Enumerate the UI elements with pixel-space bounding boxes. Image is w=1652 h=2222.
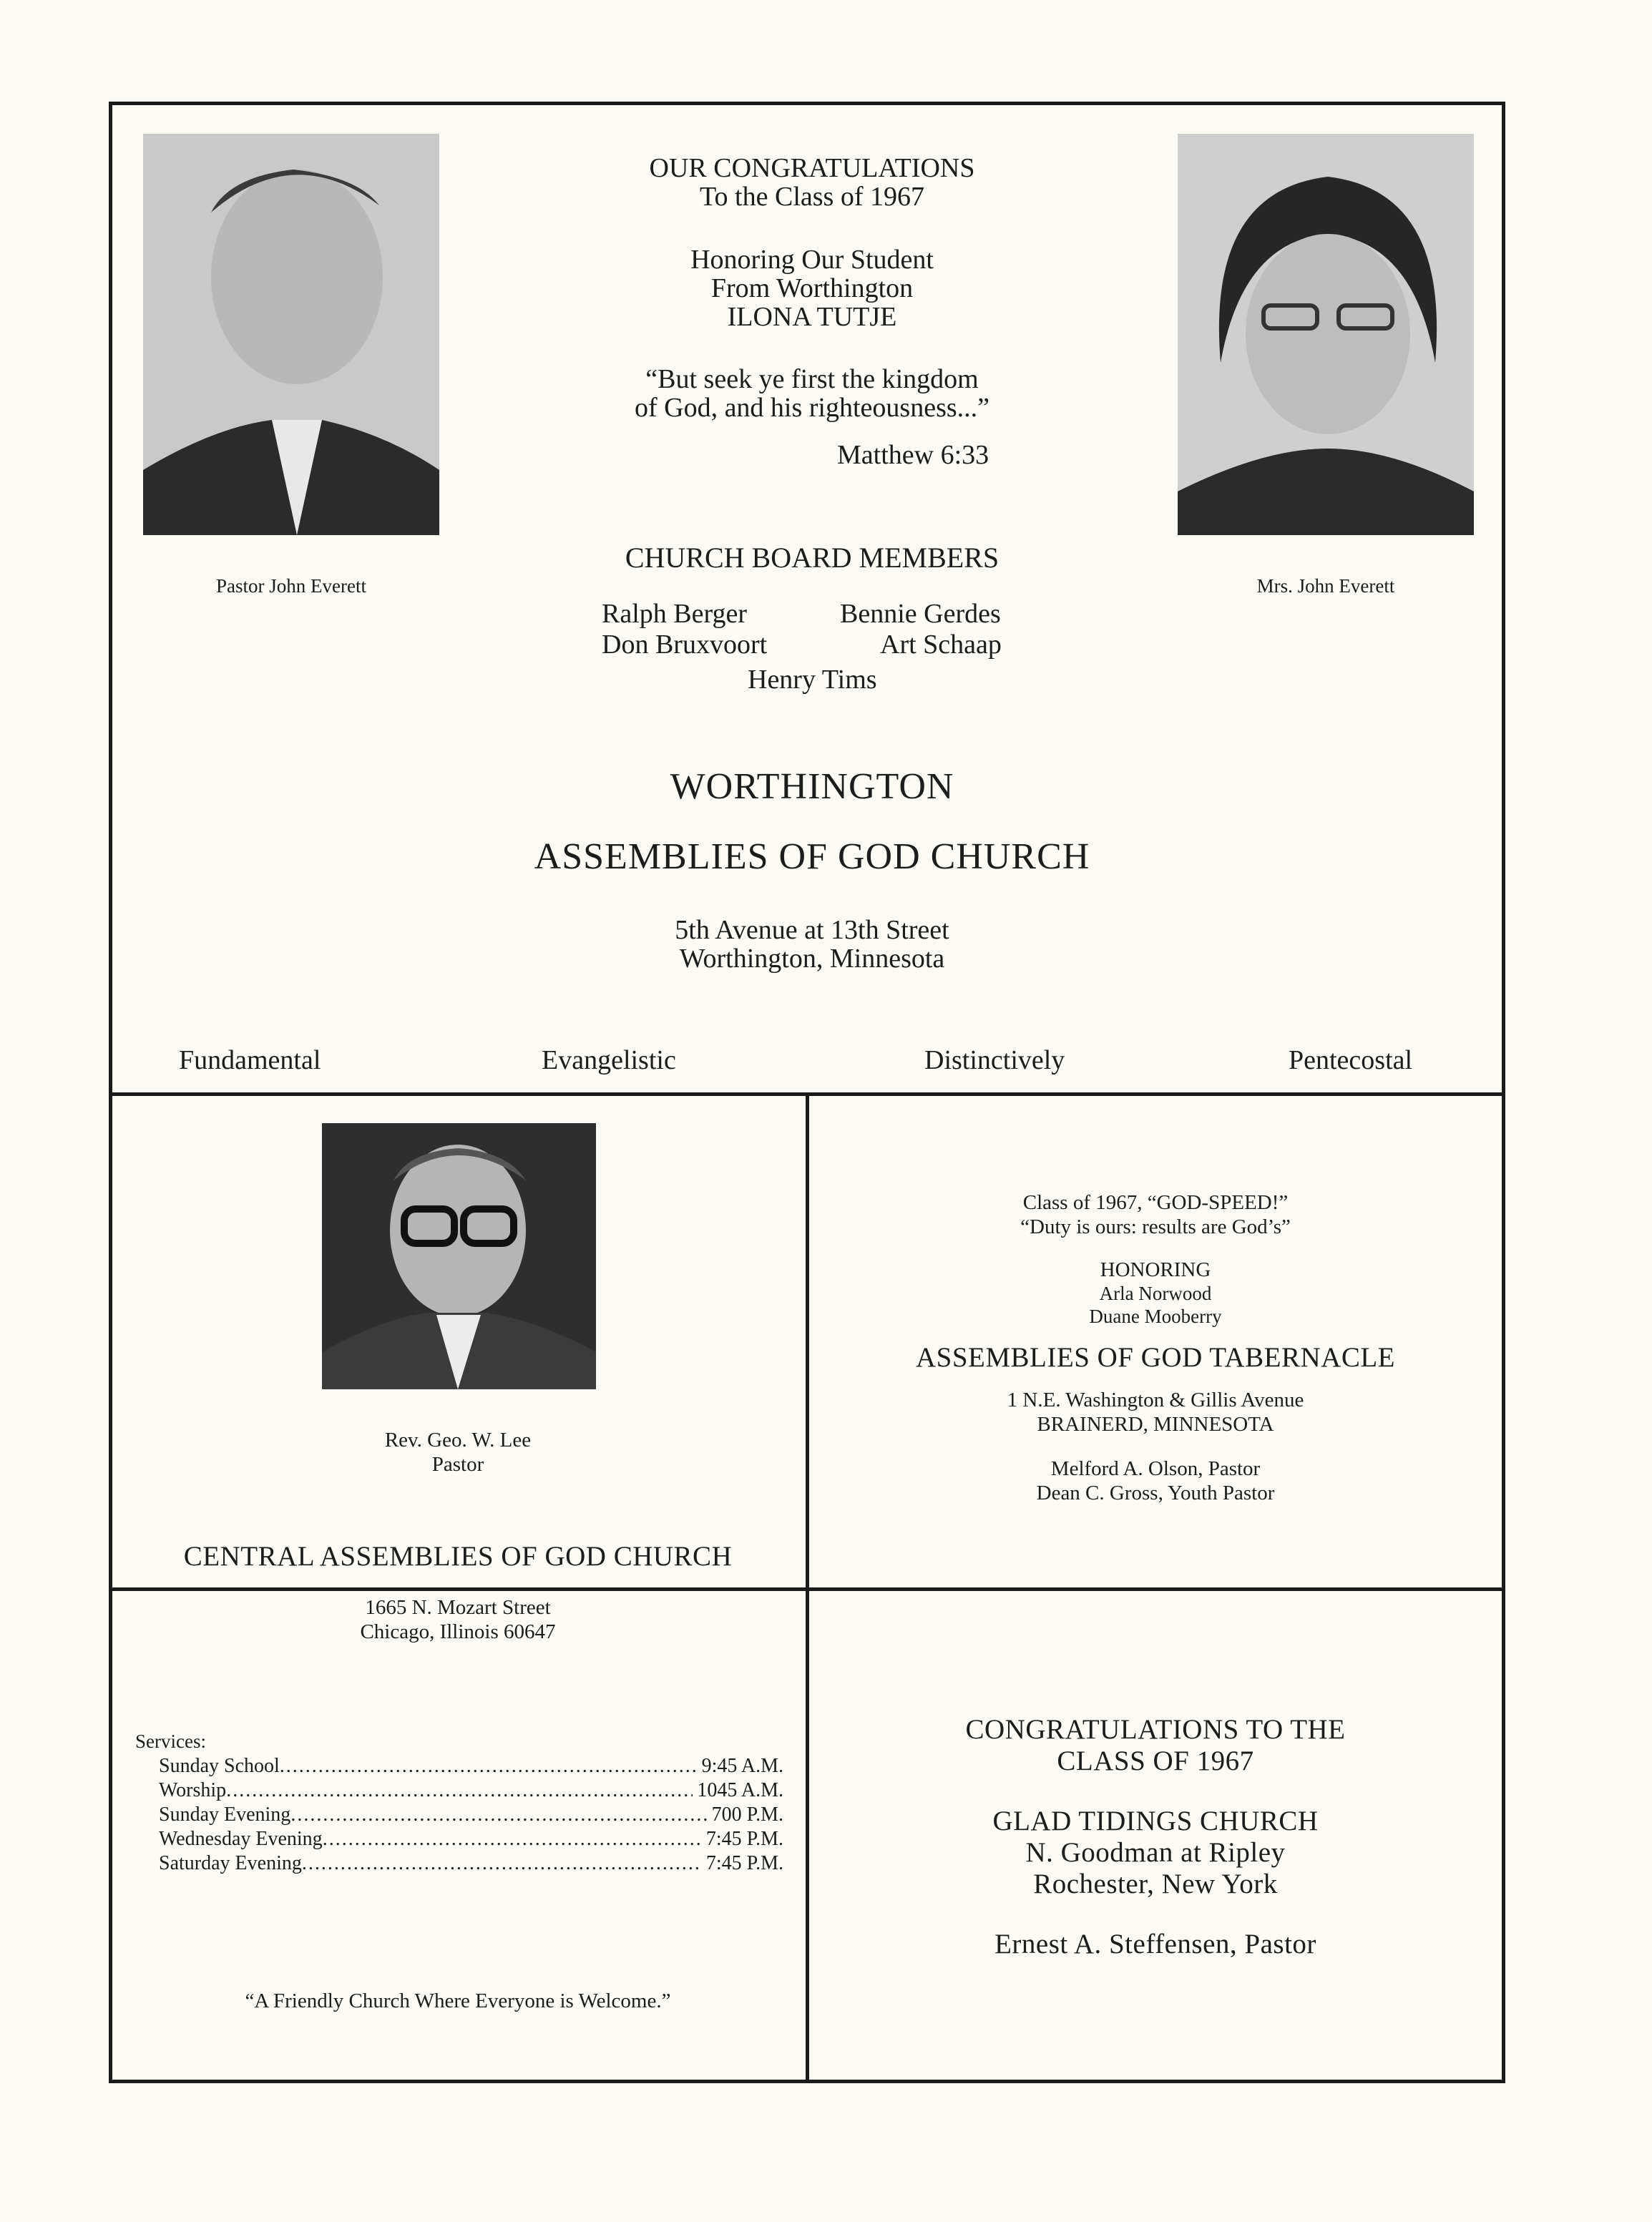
address-line: 1665 N. Mozart Street bbox=[365, 1596, 551, 1619]
board-member: Don Bruxvoort bbox=[602, 630, 768, 660]
brainerd-block bbox=[809, 1190, 1502, 1505]
brainerd-honoring-title: HONORING bbox=[1100, 1258, 1211, 1281]
pastor-john-everett-photo bbox=[143, 134, 439, 535]
greeting-line: To the Class of 1967 bbox=[700, 182, 924, 212]
motto-distinctively: Distinctively bbox=[924, 1045, 1065, 1075]
service-leader-dots bbox=[323, 1827, 702, 1851]
brainerd-line: Class of 1967, “GOD-SPEED!” bbox=[1022, 1191, 1289, 1214]
motto-fundamental: Fundamental bbox=[179, 1045, 321, 1075]
motto-evangelistic: Evangelistic bbox=[542, 1045, 676, 1075]
service-time: 9:45 A.M. bbox=[701, 1755, 783, 1777]
glad-address-line: Rochester, New York bbox=[1033, 1869, 1278, 1899]
honoring-line: Honoring Our Student bbox=[690, 245, 934, 275]
service-row bbox=[159, 1827, 783, 1851]
services-label: Services: bbox=[135, 1731, 206, 1752]
scripture-reference: Matthew 6:33 bbox=[837, 440, 989, 470]
caption-line: Rev. Geo. W. Lee bbox=[384, 1429, 532, 1452]
board-member: Ralph Berger bbox=[602, 599, 747, 629]
glad-pastor: Ernest A. Steffensen, Pastor bbox=[994, 1929, 1316, 1959]
brainerd-address-line: BRAINERD, MINNESOTA bbox=[1037, 1413, 1274, 1436]
glad-congrats-line: CONGRATULATIONS TO THE bbox=[965, 1714, 1346, 1745]
rev-lee-caption bbox=[272, 1428, 644, 1477]
board-member: Bennie Gerdes bbox=[840, 599, 1001, 629]
motto-pentecostal: Pentecostal bbox=[1289, 1045, 1413, 1075]
brainerd-honoree: Duane Mooberry bbox=[1089, 1306, 1222, 1327]
service-time: 7:45 P.M. bbox=[705, 1852, 783, 1874]
church-title-line1: WORTHINGTON bbox=[670, 766, 954, 807]
service-leader-dots bbox=[226, 1778, 693, 1803]
glad-tidings-block bbox=[809, 1714, 1502, 1960]
left-photo-caption: Pastor John Everett bbox=[216, 575, 366, 597]
service-name: Sunday Evening bbox=[159, 1803, 291, 1826]
service-name: Sunday School bbox=[159, 1755, 280, 1777]
church-title-line2: ASSEMBLIES OF GOD CHURCH bbox=[534, 836, 1090, 877]
services-block bbox=[135, 1730, 783, 1876]
service-time: 1045 A.M. bbox=[697, 1779, 783, 1801]
service-row bbox=[159, 1778, 783, 1803]
caption-line: Pastor bbox=[431, 1453, 484, 1476]
honoree-name: ILONA TUTJE bbox=[727, 302, 897, 332]
quote-line: “But seek ye first the kingdom bbox=[645, 364, 979, 394]
service-time: 700 P.M. bbox=[711, 1803, 783, 1826]
rev-lee-photo bbox=[322, 1123, 596, 1389]
divider-middle-section bbox=[109, 1587, 1505, 1591]
service-leader-dots bbox=[302, 1851, 702, 1876]
greeting-line: OUR CONGRATULATIONS bbox=[649, 153, 975, 183]
address-line: Worthington, Minnesota bbox=[679, 944, 945, 974]
service-row bbox=[159, 1851, 783, 1876]
address-line: 5th Avenue at 13th Street bbox=[675, 915, 949, 945]
service-name: Worship bbox=[159, 1779, 227, 1801]
service-time: 7:45 P.M. bbox=[705, 1828, 783, 1850]
service-name: Wednesday Evening bbox=[159, 1828, 323, 1850]
brainerd-line: “Duty is ours: results are God’s” bbox=[1020, 1215, 1291, 1238]
glad-address-line: N. Goodman at Ripley bbox=[1025, 1837, 1286, 1868]
greeting-block bbox=[501, 154, 1123, 211]
scripture-quote bbox=[501, 365, 1123, 422]
glad-church-name: GLAD TIDINGS CHURCH bbox=[992, 1806, 1319, 1836]
services-list bbox=[135, 1754, 783, 1876]
central-address bbox=[272, 1595, 644, 1644]
address-line: Chicago, Illinois 60647 bbox=[360, 1620, 556, 1643]
glad-congrats-line: CLASS OF 1967 bbox=[1057, 1746, 1254, 1776]
service-leader-dots bbox=[290, 1803, 707, 1827]
central-slogan: “A Friendly Church Where Everyone is Welcome.” bbox=[245, 1989, 671, 2012]
central-church-name: CENTRAL ASSEMBLIES OF GOD CHURCH bbox=[183, 1541, 733, 1572]
service-row bbox=[159, 1803, 783, 1827]
brainerd-address-line: 1 N.E. Washington & Gillis Avenue bbox=[1007, 1389, 1304, 1411]
service-row bbox=[159, 1754, 783, 1778]
board-member: Art Schaap bbox=[880, 630, 1002, 660]
brainerd-pastor: Dean C. Gross, Youth Pastor bbox=[1036, 1482, 1275, 1504]
brainerd-pastor: Melford A. Olson, Pastor bbox=[1050, 1457, 1261, 1480]
mrs-john-everett-photo bbox=[1178, 134, 1474, 535]
church-address bbox=[501, 916, 1123, 973]
brainerd-honoree: Arla Norwood bbox=[1099, 1283, 1212, 1304]
right-photo-caption: Mrs. John Everett bbox=[1256, 575, 1395, 597]
service-name: Saturday Evening bbox=[159, 1852, 302, 1874]
brainerd-church-name: ASSEMBLIES OF GOD TABERNACLE bbox=[916, 1342, 1395, 1373]
honoring-block bbox=[501, 245, 1123, 331]
quote-line: of God, and his righteousness...” bbox=[634, 393, 990, 423]
board-title: CHURCH BOARD MEMBERS bbox=[625, 542, 999, 574]
service-leader-dots bbox=[280, 1754, 698, 1778]
board-member: Henry Tims bbox=[748, 665, 877, 695]
honoring-line: From Worthington bbox=[710, 273, 914, 303]
